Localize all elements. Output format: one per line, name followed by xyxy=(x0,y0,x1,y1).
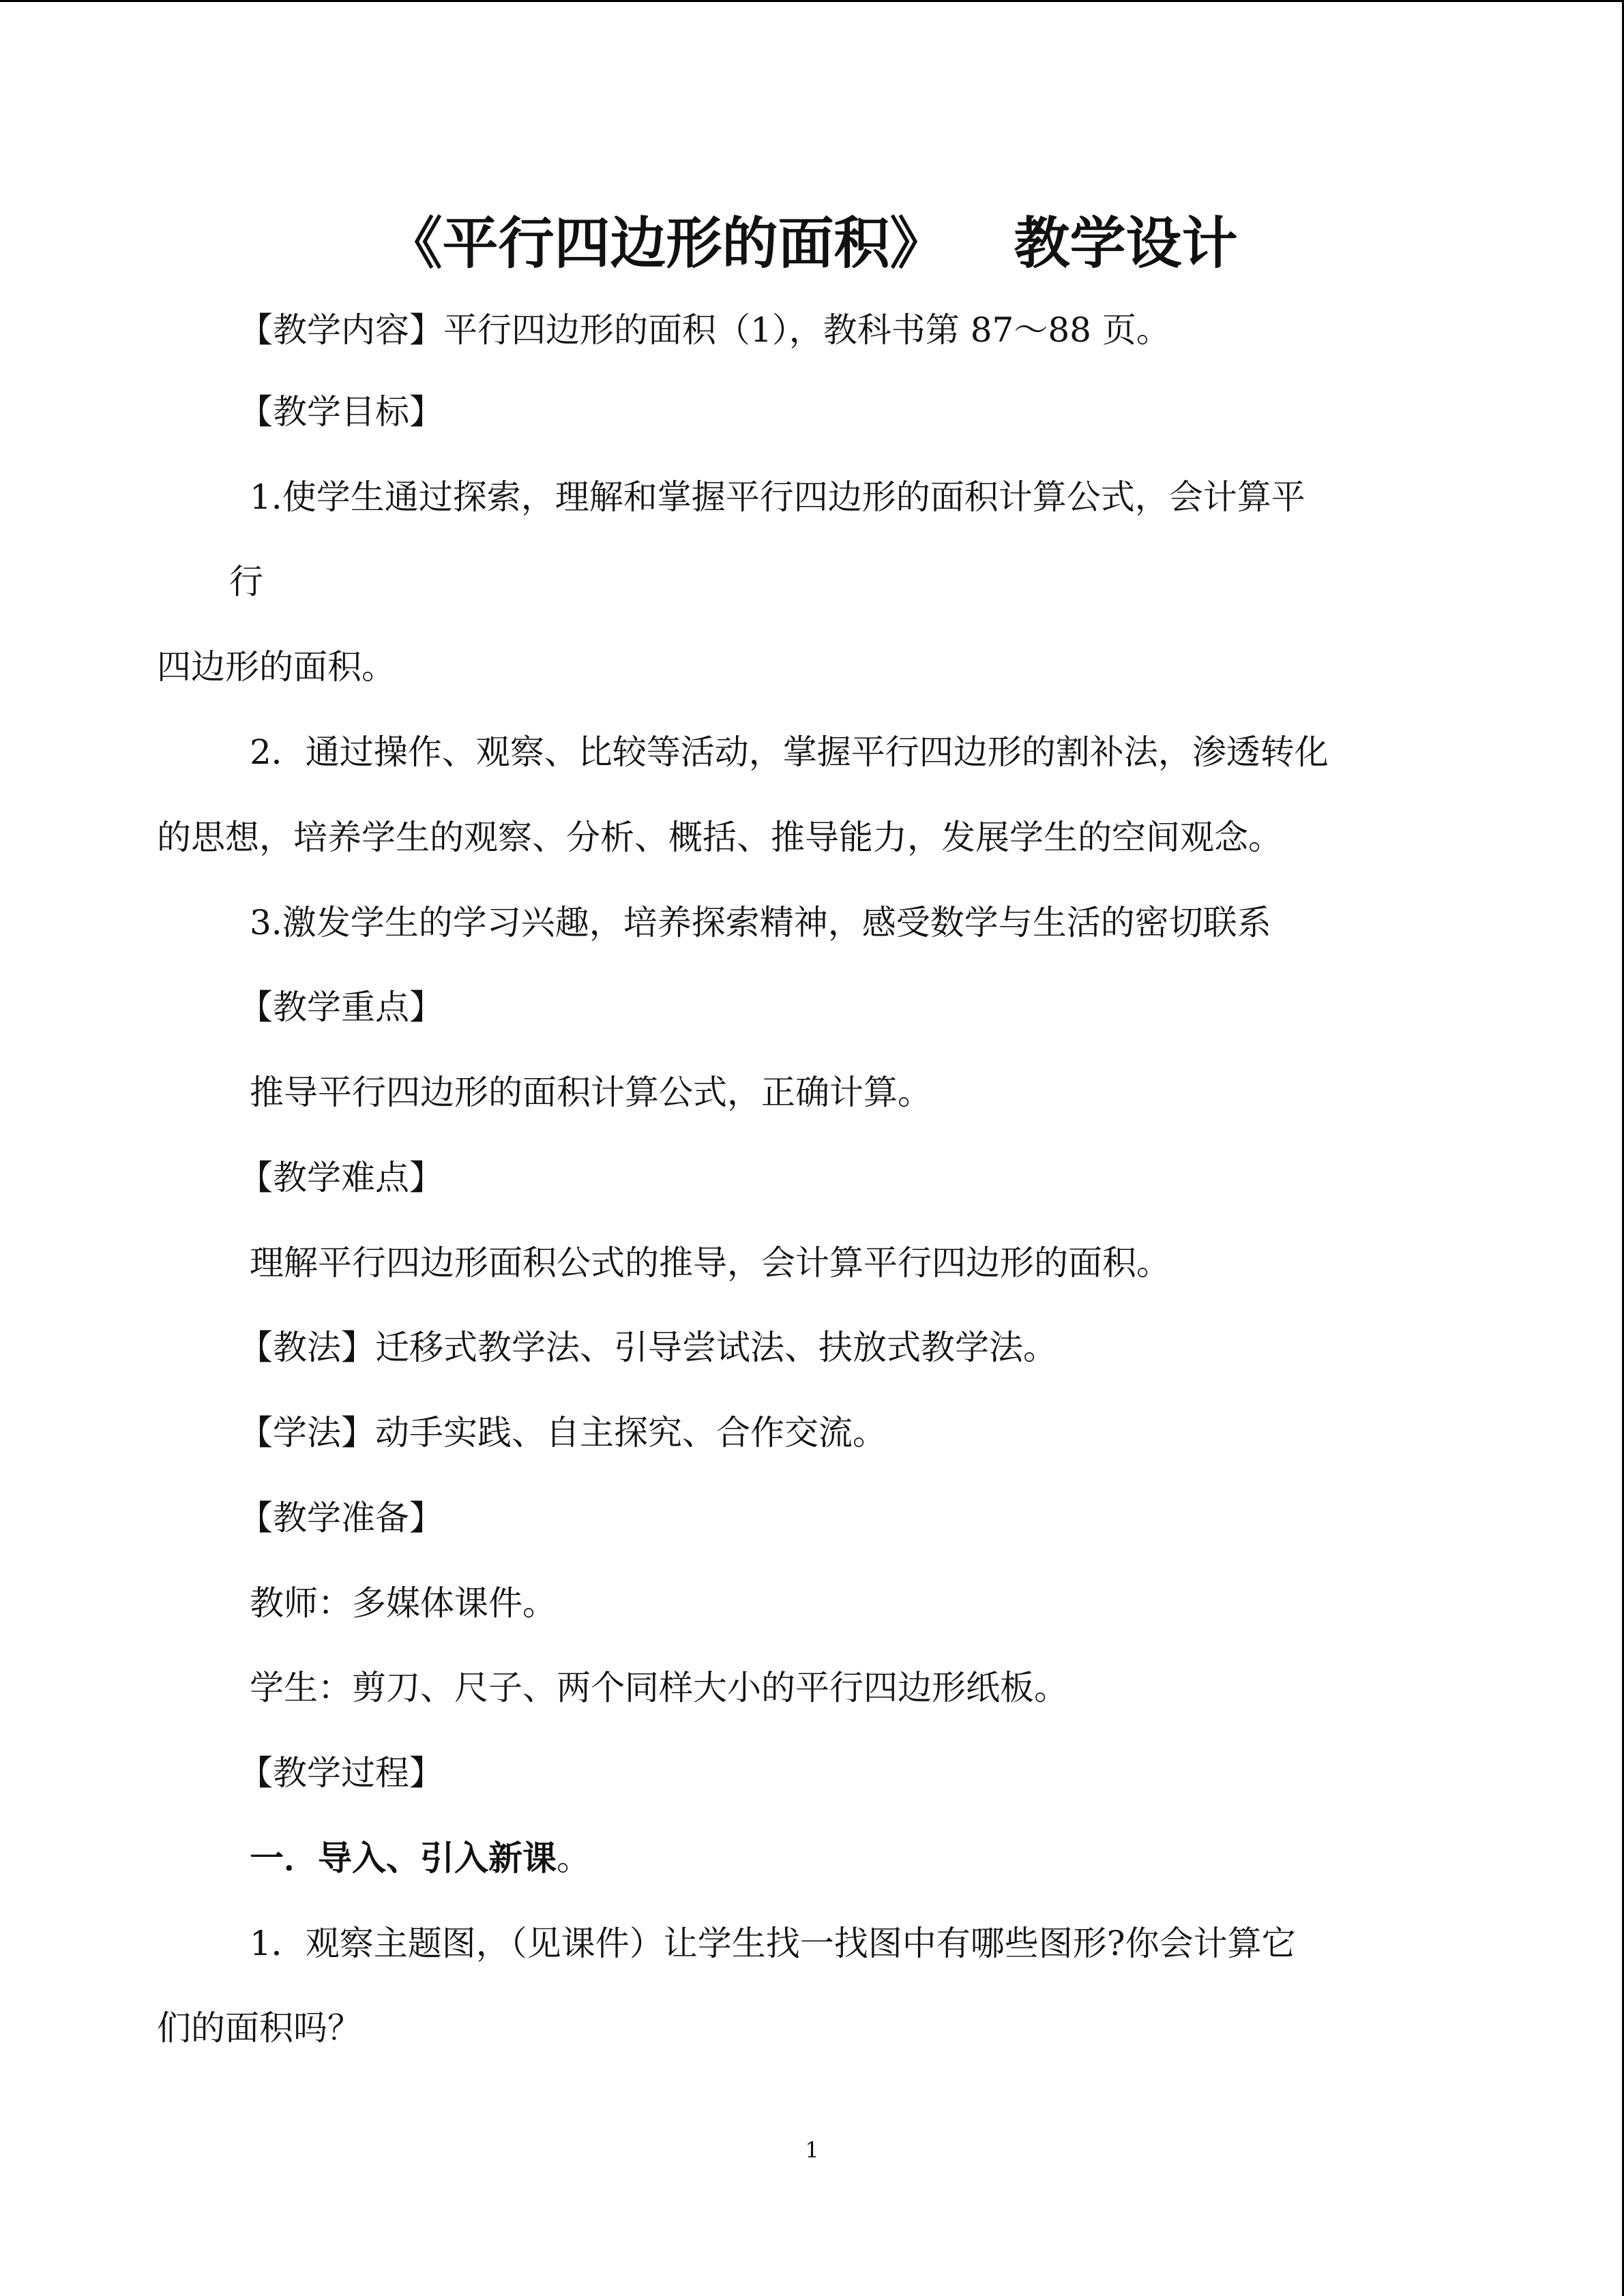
difficulty-text: 理解平行四边形面积公式的推导，会计算平行四边形的面积。 xyxy=(250,1243,1170,1283)
step-1-line-1: 1．观察主题图，（见课件）让学生找一找图中有哪些图形?你会计算它 xyxy=(250,1924,1296,1963)
goals-heading: 【教学目标】 xyxy=(239,392,443,432)
preparation-student: 学生：剪刀、尺子、两个同样大小的平行四边形纸板。 xyxy=(250,1668,1068,1708)
teaching-method: 【教法】迁移式教学法、引导尝试法、扶放式教学法。 xyxy=(239,1328,1057,1367)
document-title xyxy=(0,207,1624,282)
process-heading: 【教学过程】 xyxy=(239,1753,443,1793)
goal-3-line-1: 3.激发学生的学习兴趣，培养探索精神，感受数学与生活的密切联系 xyxy=(250,903,1271,942)
key-points-heading: 【教学重点】 xyxy=(239,987,443,1027)
title-main: 《平行四边形的面积》 xyxy=(386,211,946,276)
teaching-content: 【教学内容】平行四边形的面积（1），教科书第 87～88 页。 xyxy=(239,310,1170,350)
section-1-title: 一．导入、引入新课 xyxy=(250,1838,557,1878)
difficulty-heading: 【教学难点】 xyxy=(239,1158,443,1197)
goal-1-line-1: 1.使学生通过探索，理解和掌握平行四边形的面积计算公式，会计算平 xyxy=(250,477,1305,517)
goal-2-line-2: 的思想，培养学生的观察、分析、概括、推导能力，发展学生的空间观念。 xyxy=(157,818,1282,857)
section-1-heading xyxy=(250,1834,591,1882)
key-points-text: 推导平行四边形的面积计算公式，正确计算。 xyxy=(250,1073,932,1112)
preparation-teacher: 教师：多媒体课件。 xyxy=(250,1583,557,1623)
goal-1-line-3: 四边形的面积。 xyxy=(157,647,396,687)
page-number: 1 xyxy=(805,2137,819,2163)
preparation-heading: 【教学准备】 xyxy=(239,1498,443,1538)
learning-method: 【学法】动手实践、自主探究、合作交流。 xyxy=(239,1413,887,1452)
section-1-period: 。 xyxy=(557,1838,591,1878)
step-1-line-2: 们的面积吗？ xyxy=(157,2008,361,2048)
goal-1-line-2: 行 xyxy=(229,562,263,601)
title-suffix: 教学设计 xyxy=(1014,211,1238,276)
goal-2-line-1: 2．通过操作、观察、比较等活动，掌握平行四边形的割补法，渗透转化 xyxy=(250,732,1329,772)
